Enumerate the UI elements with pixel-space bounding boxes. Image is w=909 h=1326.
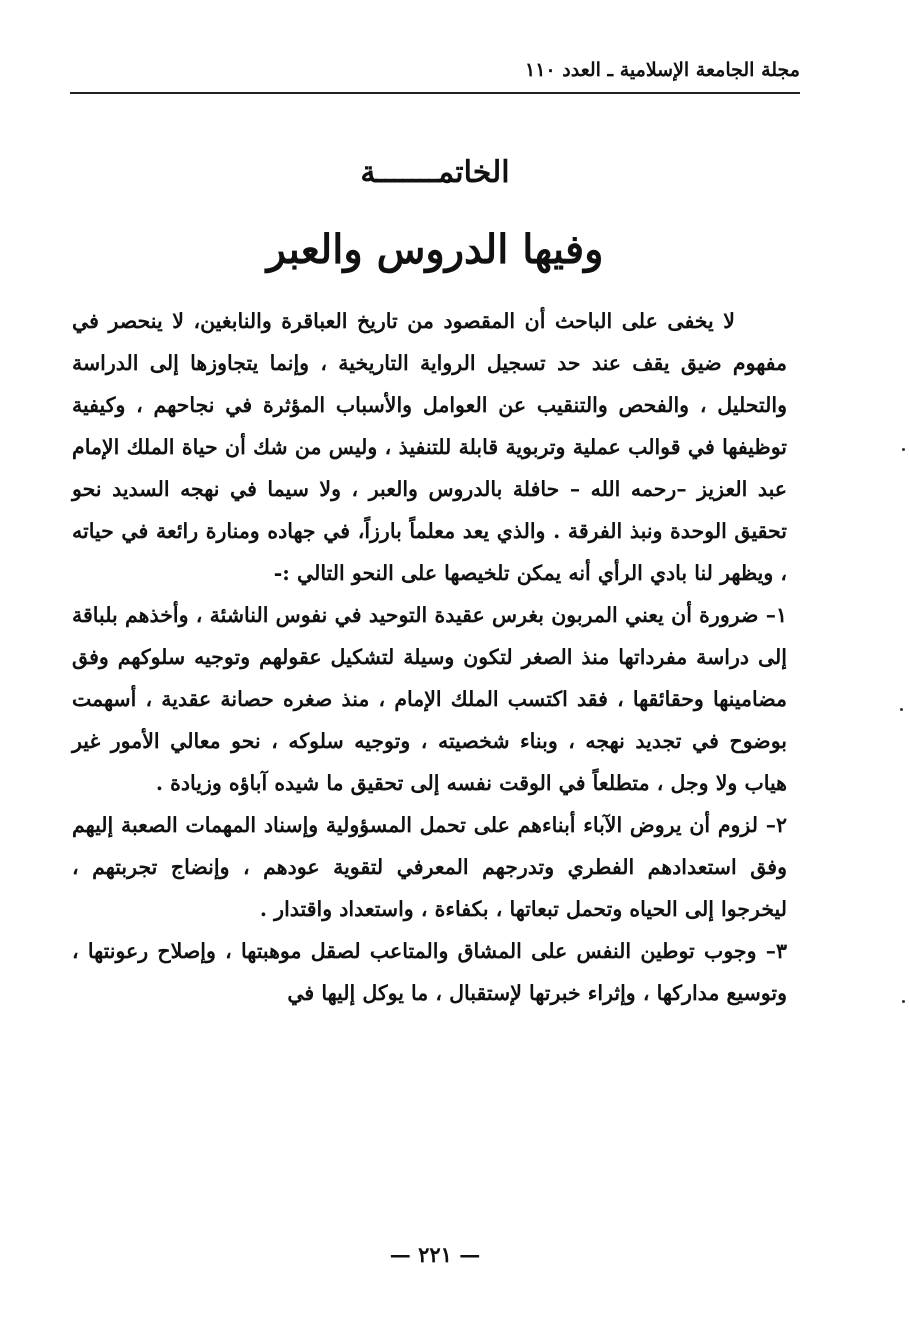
header-rule xyxy=(70,92,800,94)
intro-paragraph: لا يخفى على الباحث أن المقصود من تاريخ العباقرة والنابغين، لا ينحصر في مفهوم ضيق يقف عند حد تسجيل الرواية التاريخية ، وإنما يتجاوزها إلى الدراسة والتحليل ، والفحص والتنقيب عن العوامل والأسباب المؤثرة في نجاحهم ، وكيفية توظيفها في قوالب عملية وتربوية قابلة للتنفيذ ، وليس من شك أن حياة الملك الإمام عبد العزيز –رحمه الله – حافلة بالدروس والعبر ، ولا سيما في نهجه السديد نحو تحقيق الوحدة ونبذ الفرقة . والذي يعد معلماً بارزاً، في جهاده ومنارة رائعة في حياته ، ويظهر لنا بادي الرأي أنه يمكن تلخيصها على النحو التالي :- xyxy=(72,309,787,585)
running-header: مجلة الجامعة الإسلامية ـ العدد ١١٠ xyxy=(525,59,800,81)
chapter-subtitle: وفيها الدروس والعبر xyxy=(266,226,604,273)
list-item-3: ٣– وجوب توطين النفس على المشاق والمتاعب لصقل موهبتها ، وإصلاح رعونتها ، وتوسيع مداركها ، وإثراء خبرتها لإستقبال ، ما يوكل إليها في xyxy=(72,939,787,1005)
margin-speck xyxy=(902,448,905,451)
page-number: — ٢٢١ — xyxy=(389,1242,481,1267)
list-item-1: ١– ضرورة أن يعني المربون بغرس عقيدة التوحيد في نفوس الناشئة ، وأخذهم بلباقة إلى دراسة مفرداتها منذ الصغر لتكون وسيلة لتشكيل عقولهم وتوجيه سلوكهم وفق مضامينها وحقائقها ، فقد اكتسب الملك الإمام ، منذ صغره حصانة عقدية ، أسهمت بوضوح في تجديد نهجه ، وبناء شخصيته ، وتوجيه سلوكه ، نحو معالي الأمور غير هياب ولا وجل ، متطلعاً في الوقت نفسه إلى تحقيق ما شيده آباؤه وزيادة . xyxy=(72,603,787,795)
margin-speck xyxy=(902,1000,905,1003)
chapter-title: الخاتمـــــــة xyxy=(360,155,510,190)
body-text xyxy=(72,300,787,1014)
list-item-2: ٢– لزوم أن يروض الآباء أبناءهم على تحمل المسؤولية وإسناد المهمات الصعبة إليهم وفق استعدادهم الفطري وتدرجهم المعرفي لتقوية عودهم ، وإنضاج تجربتهم ، ليخرجوا إلى الحياه وتحمل تبعاتها ، بكفاءة ، واستعداد واقتدار . xyxy=(72,813,787,921)
margin-speck xyxy=(900,708,903,711)
